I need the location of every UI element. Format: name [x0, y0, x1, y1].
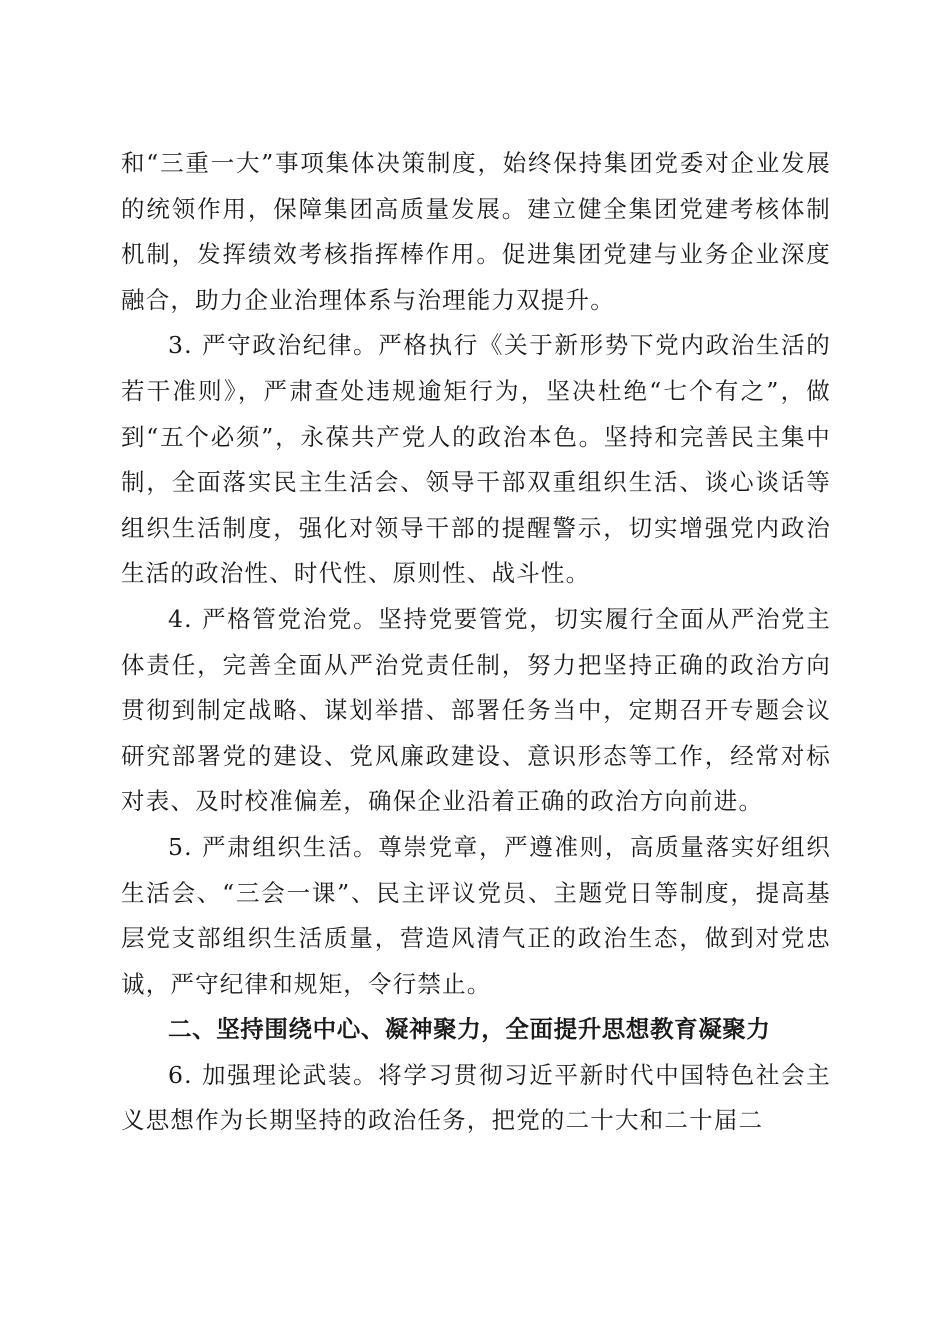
section-heading-2: 二、坚持围绕中心、凝神聚力，全面提升思想教育凝聚力: [168, 1015, 771, 1044]
paragraph-item-5: 5. 严肃组织生活。尊崇党章，严遵准则，高质量落实好组织生活会、“三会一课”、民主评议党员、主题党日等制度，提高基层党支部组织生活质量，营造风清气正的政治生态，做到对党忠诚，严守纪律和规矩，令行禁止。: [121, 832, 831, 998]
document-body: [121, 141, 831, 1144]
paragraph-item-4: 4. 严格管党治党。坚持党要管党，切实履行全面从严治党主体责任，完善全面从严治党责任制，努力把坚持正确的政治方向贯彻到制定战略、谋划举措、部署任务当中，定期召开专题会议研究部署党的建设、党风廉政建设、意识形态等工作，经常对标对表、及时校准偏差，确保企业沿着正确的政治方向前进。: [121, 604, 831, 816]
paragraph-item-6: 6. 加强理论武装。将学习贯彻习近平新时代中国特色社会主义思想作为长期坚持的政治任务，把党的二十大和二十届二: [121, 1060, 831, 1135]
paragraph-continuation: 和“三重一大”事项集体决策制度，始终保持集团党委对企业发展的统领作用，保障集团高质量发展。建立健全集团党建考核体制机制，发挥绩效考核指挥棒作用。促进集团党建与业务企业深度融合，助力企业治理体系与治理能力双提升。: [121, 149, 831, 314]
paragraph-item-3: 3. 严守政治纪律。严格执行《关于新形势下党内政治生活的若干准则》，严肃查处违规逾矩行为，坚决杜绝“七个有之”，做到“五个必须”，永葆共产党人的政治本色。坚持和完善民主集中制，全面落实民主生活会、领导干部双重组织生活、谈心谈话等组织生活制度，强化对领导干部的提醒警示，切实增强党内政治生活的政治性、时代性、原则性、战斗性。: [121, 331, 831, 588]
